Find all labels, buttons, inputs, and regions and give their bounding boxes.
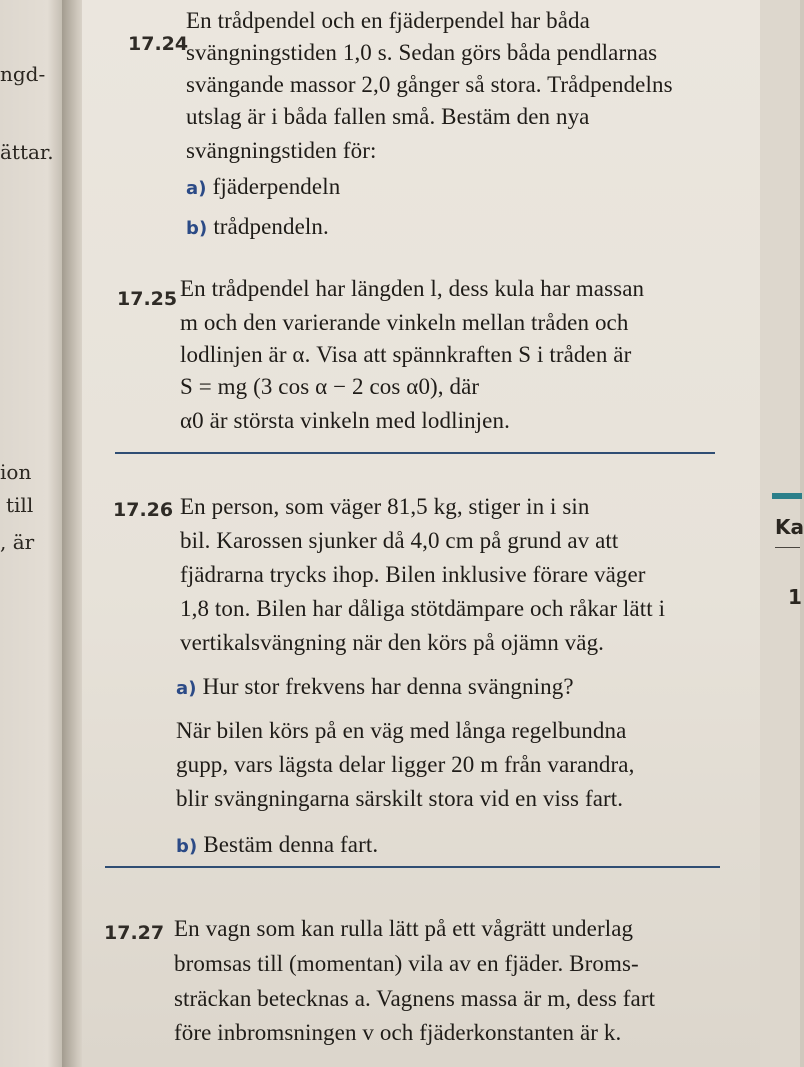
problem-text-line: När bilen körs på en väg med långa regelbundna bbox=[176, 718, 627, 743]
right-fragment: 1 bbox=[788, 585, 802, 609]
problem-text-line: vertikalsvängning när den körs på ojämn väg. bbox=[180, 630, 605, 655]
part-b bbox=[186, 214, 329, 240]
problem-number: 17.26 bbox=[113, 499, 174, 521]
part-a bbox=[176, 674, 574, 700]
part-text: fjäderpendeln bbox=[212, 174, 341, 199]
problem-text-line: En trådpendel och en fjäderpendel har båda bbox=[186, 8, 590, 33]
right-rule bbox=[775, 547, 800, 548]
left-fragment: till bbox=[6, 493, 34, 517]
part-label: b) bbox=[176, 836, 198, 857]
part-b bbox=[176, 832, 378, 858]
problem-text-line: lodlinjen är α. Visa att spännkraften S i tråden är bbox=[180, 342, 632, 367]
left-fragment: ättar. bbox=[0, 140, 54, 164]
section-divider bbox=[105, 866, 720, 868]
problem-text-line: före inbromsningen v och fjäderkonstanten är k. bbox=[174, 1020, 622, 1045]
problem-text-line: α0 är största vinkeln med lodlinjen. bbox=[180, 408, 510, 433]
problem-text-line: blir svängningarna särskilt stora vid en viss fart. bbox=[176, 786, 624, 811]
problem-text-line: svängningstiden för: bbox=[186, 138, 377, 163]
problem-text-line: sträckan betecknas a. Vagnens massa är m, dess fart bbox=[174, 986, 656, 1011]
problem-text-line: S = mg (3 cos α − 2 cos α0), där bbox=[180, 374, 480, 399]
problem-text-line: svängningstiden 1,0 s. Sedan görs båda pendlarnas bbox=[186, 40, 658, 65]
part-text: trådpendeln. bbox=[213, 214, 329, 239]
part-text: Bestäm denna fart. bbox=[203, 832, 379, 857]
problem-text-line: fjädrarna trycks ihop. Bilen inklusive förare väger bbox=[180, 562, 646, 587]
problem-text-line: m och den varierande vinkeln mellan tråden och bbox=[180, 310, 629, 335]
part-label: b) bbox=[186, 218, 208, 239]
problem-text-line: En person, som väger 81,5 kg, stiger in i sin bbox=[180, 494, 590, 519]
part-label: a) bbox=[186, 178, 207, 199]
part-label: a) bbox=[176, 678, 197, 699]
problem-text-line: bil. Karossen sjunker då 4,0 cm på grund av att bbox=[180, 528, 619, 553]
problem-number: 17.27 bbox=[104, 922, 165, 944]
problem-text-line: 1,8 ton. Bilen har dåliga stötdämpare och råkar lätt i bbox=[180, 596, 666, 621]
left-fragment: ngd- bbox=[0, 62, 46, 86]
problem-number: 17.25 bbox=[117, 288, 178, 310]
problem-text-line: En trådpendel har längden l, dess kula har massan bbox=[180, 276, 645, 301]
problem-text-line: gupp, vars lägsta delar ligger 20 m från varandra, bbox=[176, 752, 635, 777]
section-divider bbox=[115, 452, 715, 454]
left-fragment: , är bbox=[0, 530, 35, 554]
problem-text-line: En vagn som kan rulla lätt på ett vågrätt underlag bbox=[174, 916, 634, 941]
right-fragment: Ka bbox=[775, 515, 804, 539]
part-text: Hur stor frekvens har denna svängning? bbox=[202, 674, 574, 699]
section-marker bbox=[772, 493, 802, 499]
problem-text-line: bromsas till (momentan) vila av en fjäder. Broms- bbox=[174, 951, 639, 976]
problem-text-line: utslag är i båda fallen små. Bestäm den nya bbox=[186, 104, 590, 129]
left-fragment: ion bbox=[0, 460, 32, 484]
problem-text-line: svängande massor 2,0 gånger så stora. Trådpendelns bbox=[186, 72, 673, 97]
part-a bbox=[186, 174, 340, 200]
problem-number: 17.24 bbox=[128, 33, 189, 55]
